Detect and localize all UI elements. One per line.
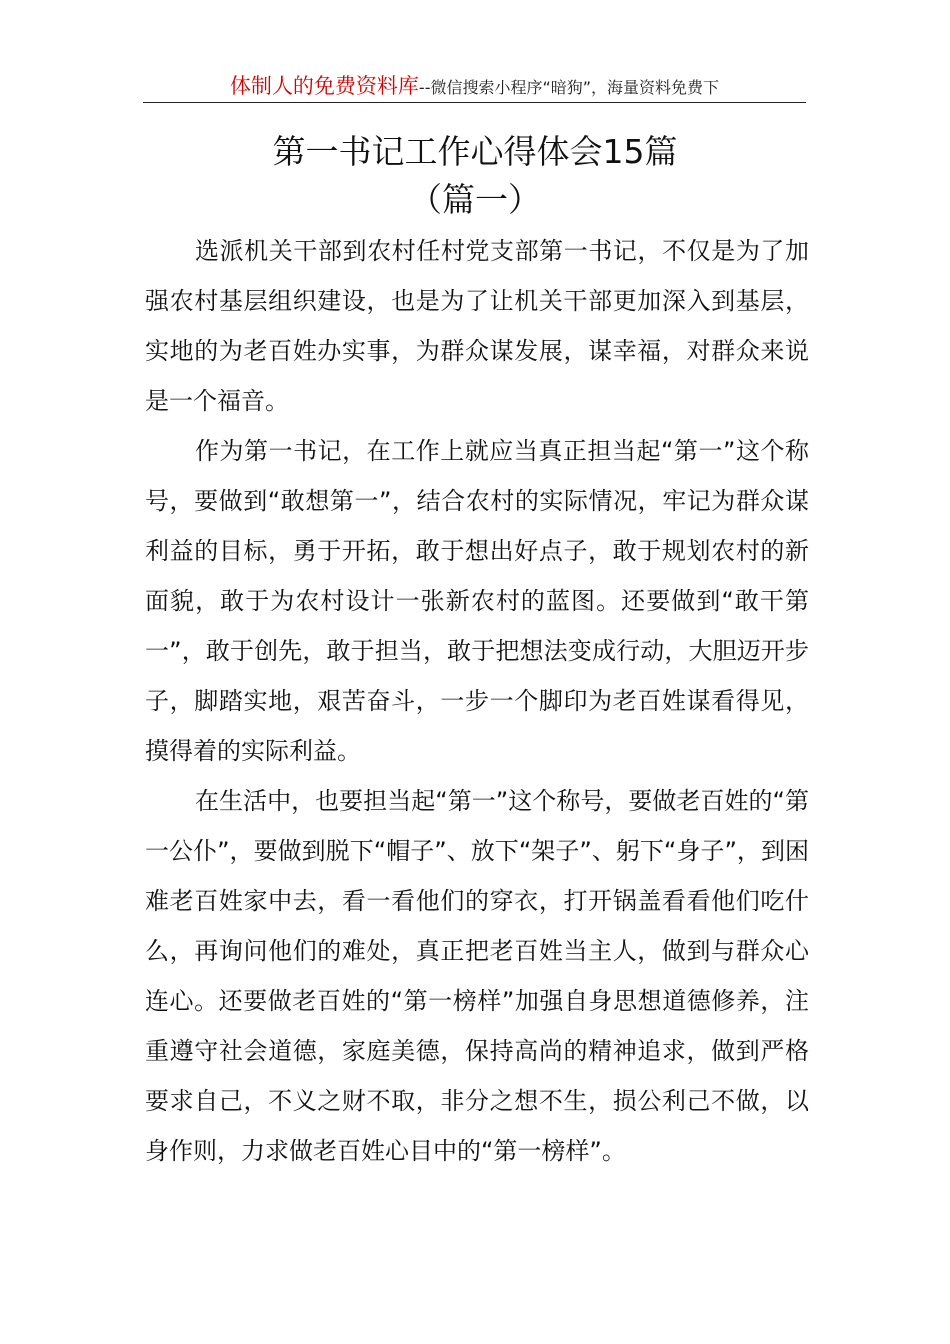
document-body	[145, 226, 809, 1176]
header-brand: 体制人的免费资料库	[229, 74, 419, 98]
document-title: 第一书记工作心得体会15篇	[272, 132, 678, 171]
page-header	[143, 70, 806, 103]
paragraph: 在生活中，也要担当起“第一”这个称号，要做老百姓的“第一公仆”，要做到脱下“帽子”、放下“架子”、躬下“身子”，到困难老百姓家中去，看一看他们的穿衣，打开锅盖看看他们吃什么，再询问他们的难处，真正把老百姓当主人，做到与群众心连心。还要做老百姓的“第一榜样”加强自身思想道德修养，注重遵守社会道德，家庭美德，保持高尚的精神追求，做到严格要求自己，不义之财不取，非分之想不生，损公利己不做，以身作则，力求做老百姓心目中的“第一榜样”。	[145, 787, 809, 1165]
header-note: --微信搜索小程序“暗狗”，海量资料免费下	[418, 78, 720, 97]
paragraph: 作为第一书记，在工作上就应当真正担当起“第一”这个称号，要做到“敢想第一”，结合农村的实际情况，牢记为群众谋利益的目标，勇于开拓，敢于想出好点子，敢于规划农村的新面貌，敢于为农村设计一张新农村的蓝图。还要做到“敢干第一”，敢于创先，敢于担当，敢于把想法变成行动，大胆迈开步子，脚踏实地，艰苦奋斗，一步一个脚印为老百姓谋看得见，摸得着的实际利益。	[145, 437, 809, 765]
paragraph: 选派机关干部到农村任村党支部第一书记，不仅是为了加强农村基层组织建设，也是为了让机关干部更加深入到基层，实地的为老百姓办实事，为群众谋发展，谋幸福，对群众来说是一个福音。	[145, 237, 809, 415]
document-subtitle: （篇一）	[409, 180, 541, 219]
